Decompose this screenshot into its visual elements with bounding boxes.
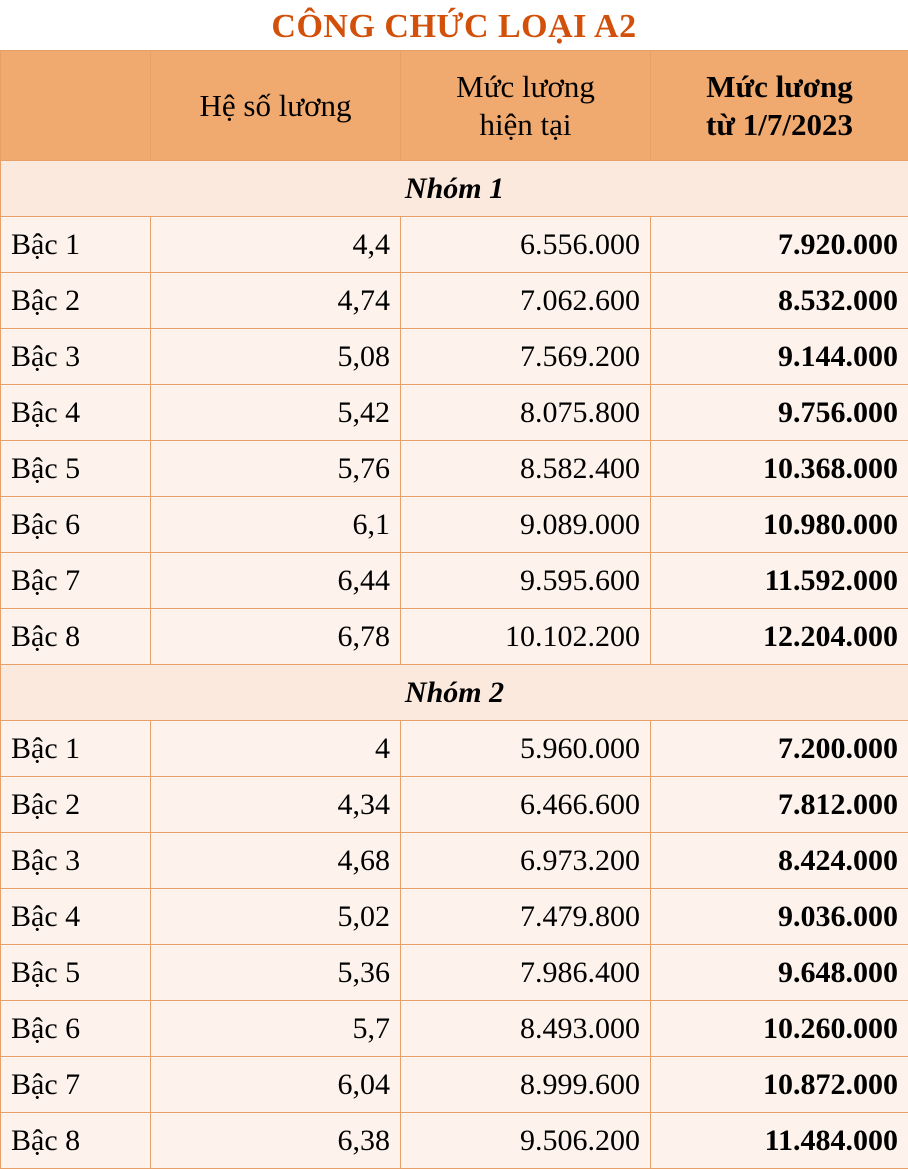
row-coefficient: 4,74: [151, 273, 401, 329]
row-new-salary: 8.532.000: [651, 273, 908, 329]
row-level: Bậc 8: [1, 609, 151, 665]
row-current-salary: 7.062.600: [401, 273, 651, 329]
row-current-salary: 8.075.800: [401, 385, 651, 441]
table-row: [1, 1001, 908, 1057]
row-level: Bậc 7: [1, 553, 151, 609]
row-coefficient: 6,44: [151, 553, 401, 609]
row-current-salary: 8.999.600: [401, 1057, 651, 1113]
row-current-salary: 6.556.000: [401, 217, 651, 273]
header-corner-cell: [1, 51, 151, 161]
page-title: CÔNG CHỨC LOẠI A2: [0, 0, 908, 50]
header-current-salary-line1: Mức lương: [411, 68, 640, 106]
row-level: Bậc 5: [1, 441, 151, 497]
header-new-salary-line1: Mức lương: [661, 68, 898, 106]
row-new-salary: 11.484.000: [651, 1113, 908, 1169]
row-level: Bậc 4: [1, 385, 151, 441]
table-row: [1, 833, 908, 889]
row-new-salary: 9.648.000: [651, 945, 908, 1001]
row-coefficient: 5,02: [151, 889, 401, 945]
row-current-salary: 9.506.200: [401, 1113, 651, 1169]
row-level: Bậc 2: [1, 777, 151, 833]
row-level: Bậc 5: [1, 945, 151, 1001]
row-coefficient: 5,08: [151, 329, 401, 385]
header-new-salary-line2: từ 1/7/2023: [661, 106, 898, 144]
row-new-salary: 9.756.000: [651, 385, 908, 441]
row-current-salary: 6.466.600: [401, 777, 651, 833]
table-row: [1, 273, 908, 329]
group-header-row: [1, 665, 908, 721]
row-coefficient: 6,78: [151, 609, 401, 665]
row-new-salary: 10.872.000: [651, 1057, 908, 1113]
table-row: [1, 721, 908, 777]
row-level: Bậc 2: [1, 273, 151, 329]
table-row: [1, 889, 908, 945]
row-current-salary: 7.569.200: [401, 329, 651, 385]
row-new-salary: 7.920.000: [651, 217, 908, 273]
table-row: [1, 1113, 908, 1169]
table-row: [1, 385, 908, 441]
table-row: [1, 441, 908, 497]
row-coefficient: 5,36: [151, 945, 401, 1001]
table-row: [1, 217, 908, 273]
row-level: Bậc 3: [1, 329, 151, 385]
row-coefficient: 6,1: [151, 497, 401, 553]
row-coefficient: 4,4: [151, 217, 401, 273]
row-level: Bậc 6: [1, 497, 151, 553]
row-new-salary: 10.260.000: [651, 1001, 908, 1057]
row-new-salary: 7.200.000: [651, 721, 908, 777]
row-current-salary: 10.102.200: [401, 609, 651, 665]
row-new-salary: 10.980.000: [651, 497, 908, 553]
table-row: [1, 553, 908, 609]
row-coefficient: 5,42: [151, 385, 401, 441]
header-current-salary-line2: hiện tại: [411, 106, 640, 144]
row-current-salary: 9.595.600: [401, 553, 651, 609]
row-coefficient: 5,76: [151, 441, 401, 497]
row-current-salary: 7.986.400: [401, 945, 651, 1001]
row-new-salary: 12.204.000: [651, 609, 908, 665]
row-new-salary: 9.036.000: [651, 889, 908, 945]
row-coefficient: 4: [151, 721, 401, 777]
table-row: [1, 777, 908, 833]
row-coefficient: 6,04: [151, 1057, 401, 1113]
table-row: [1, 1057, 908, 1113]
row-current-salary: 5.960.000: [401, 721, 651, 777]
row-level: Bậc 3: [1, 833, 151, 889]
row-current-salary: 7.479.800: [401, 889, 651, 945]
row-level: Bậc 6: [1, 1001, 151, 1057]
row-coefficient: 4,34: [151, 777, 401, 833]
header-new-salary: [651, 51, 908, 161]
table-row: [1, 945, 908, 1001]
row-current-salary: 8.493.000: [401, 1001, 651, 1057]
row-level: Bậc 1: [1, 217, 151, 273]
header-coefficient: Hệ số lương: [151, 51, 401, 161]
group-title: Nhóm 1: [1, 161, 908, 217]
row-current-salary: 8.582.400: [401, 441, 651, 497]
group-header-row: [1, 161, 908, 217]
row-level: Bậc 8: [1, 1113, 151, 1169]
row-level: Bậc 4: [1, 889, 151, 945]
row-level: Bậc 1: [1, 721, 151, 777]
row-coefficient: 5,7: [151, 1001, 401, 1057]
salary-table: [0, 50, 908, 1169]
row-new-salary: 10.368.000: [651, 441, 908, 497]
row-coefficient: 6,38: [151, 1113, 401, 1169]
header-current-salary: [401, 51, 651, 161]
row-new-salary: 7.812.000: [651, 777, 908, 833]
row-level: Bậc 7: [1, 1057, 151, 1113]
row-new-salary: 9.144.000: [651, 329, 908, 385]
row-new-salary: 11.592.000: [651, 553, 908, 609]
row-coefficient: 4,68: [151, 833, 401, 889]
table-row: [1, 329, 908, 385]
group-title: Nhóm 2: [1, 665, 908, 721]
row-current-salary: 6.973.200: [401, 833, 651, 889]
row-current-salary: 9.089.000: [401, 497, 651, 553]
table-header-row: [1, 51, 908, 161]
table-row: [1, 609, 908, 665]
row-new-salary: 8.424.000: [651, 833, 908, 889]
table-row: [1, 497, 908, 553]
